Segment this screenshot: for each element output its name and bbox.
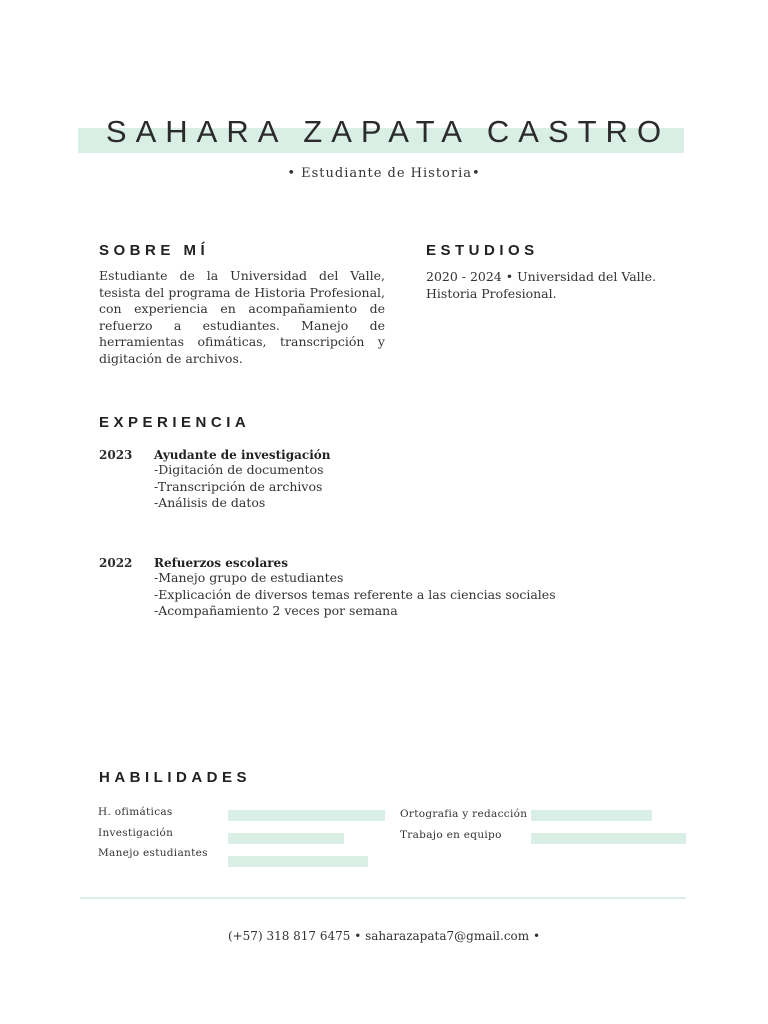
studies-heading: ESTUDIOS bbox=[426, 242, 539, 259]
skill-level-bar bbox=[228, 833, 344, 844]
job-item: -Análisis de datos bbox=[154, 495, 266, 510]
job-item: -Manejo grupo de estudiantes bbox=[154, 570, 344, 585]
job-year: 2022 bbox=[99, 556, 133, 570]
about-text: Estudiante de la Universidad del Valle, tesista del programa de Historia Profesional, con experiencia en acompañamiento de refuerzo a estudiantes. Manejo de herramientas ofimáticas, transcripción y digitación de archivos. bbox=[99, 268, 385, 366]
job-item: -Acompañamiento 2 veces por semana bbox=[154, 603, 398, 618]
job-item: -Explicación de diversos temas referente a las ciencias sociales bbox=[154, 586, 556, 602]
studies-block bbox=[426, 269, 706, 302]
footer-divider bbox=[80, 897, 686, 899]
job-details bbox=[154, 556, 714, 620]
job-year: 2023 bbox=[99, 448, 133, 462]
candidate-subtitle: • Estudiante de Historia• bbox=[287, 166, 481, 181]
job-item: -Digitación de documentos bbox=[154, 462, 324, 477]
skill-level-bar bbox=[531, 833, 686, 844]
skill-label: Trabajo en equipo bbox=[400, 829, 502, 841]
job-details bbox=[154, 448, 714, 512]
skill-label: Ortografia y redacción bbox=[400, 808, 528, 820]
contact-info: (+57) 318 817 6475 • saharazapata7@gmail.com • bbox=[227, 929, 541, 943]
experience-heading: EXPERIENCIA bbox=[99, 414, 251, 431]
skill-label: Manejo estudiantes bbox=[98, 847, 208, 859]
skills-heading: HABILIDADES bbox=[99, 769, 252, 786]
candidate-name: SAHARA ZAPATA CASTRO bbox=[105, 114, 671, 149]
skill-label: Investigación bbox=[98, 827, 174, 839]
studies-line-1: 2020 - 2024 • Universidad del Valle. bbox=[426, 269, 657, 284]
skill-level-bar bbox=[228, 856, 368, 867]
job-item: -Transcripción de archivos bbox=[154, 478, 323, 494]
skill-level-bar bbox=[531, 810, 652, 821]
job-title: Refuerzos escolares bbox=[154, 556, 288, 570]
about-heading: SOBRE MÍ bbox=[99, 242, 210, 259]
skill-level-bar bbox=[228, 810, 385, 821]
studies-line-2: Historia Profesional. bbox=[426, 285, 557, 301]
skill-label: H. ofimáticas bbox=[98, 806, 173, 818]
job-title: Ayudante de investigación bbox=[154, 448, 331, 462]
